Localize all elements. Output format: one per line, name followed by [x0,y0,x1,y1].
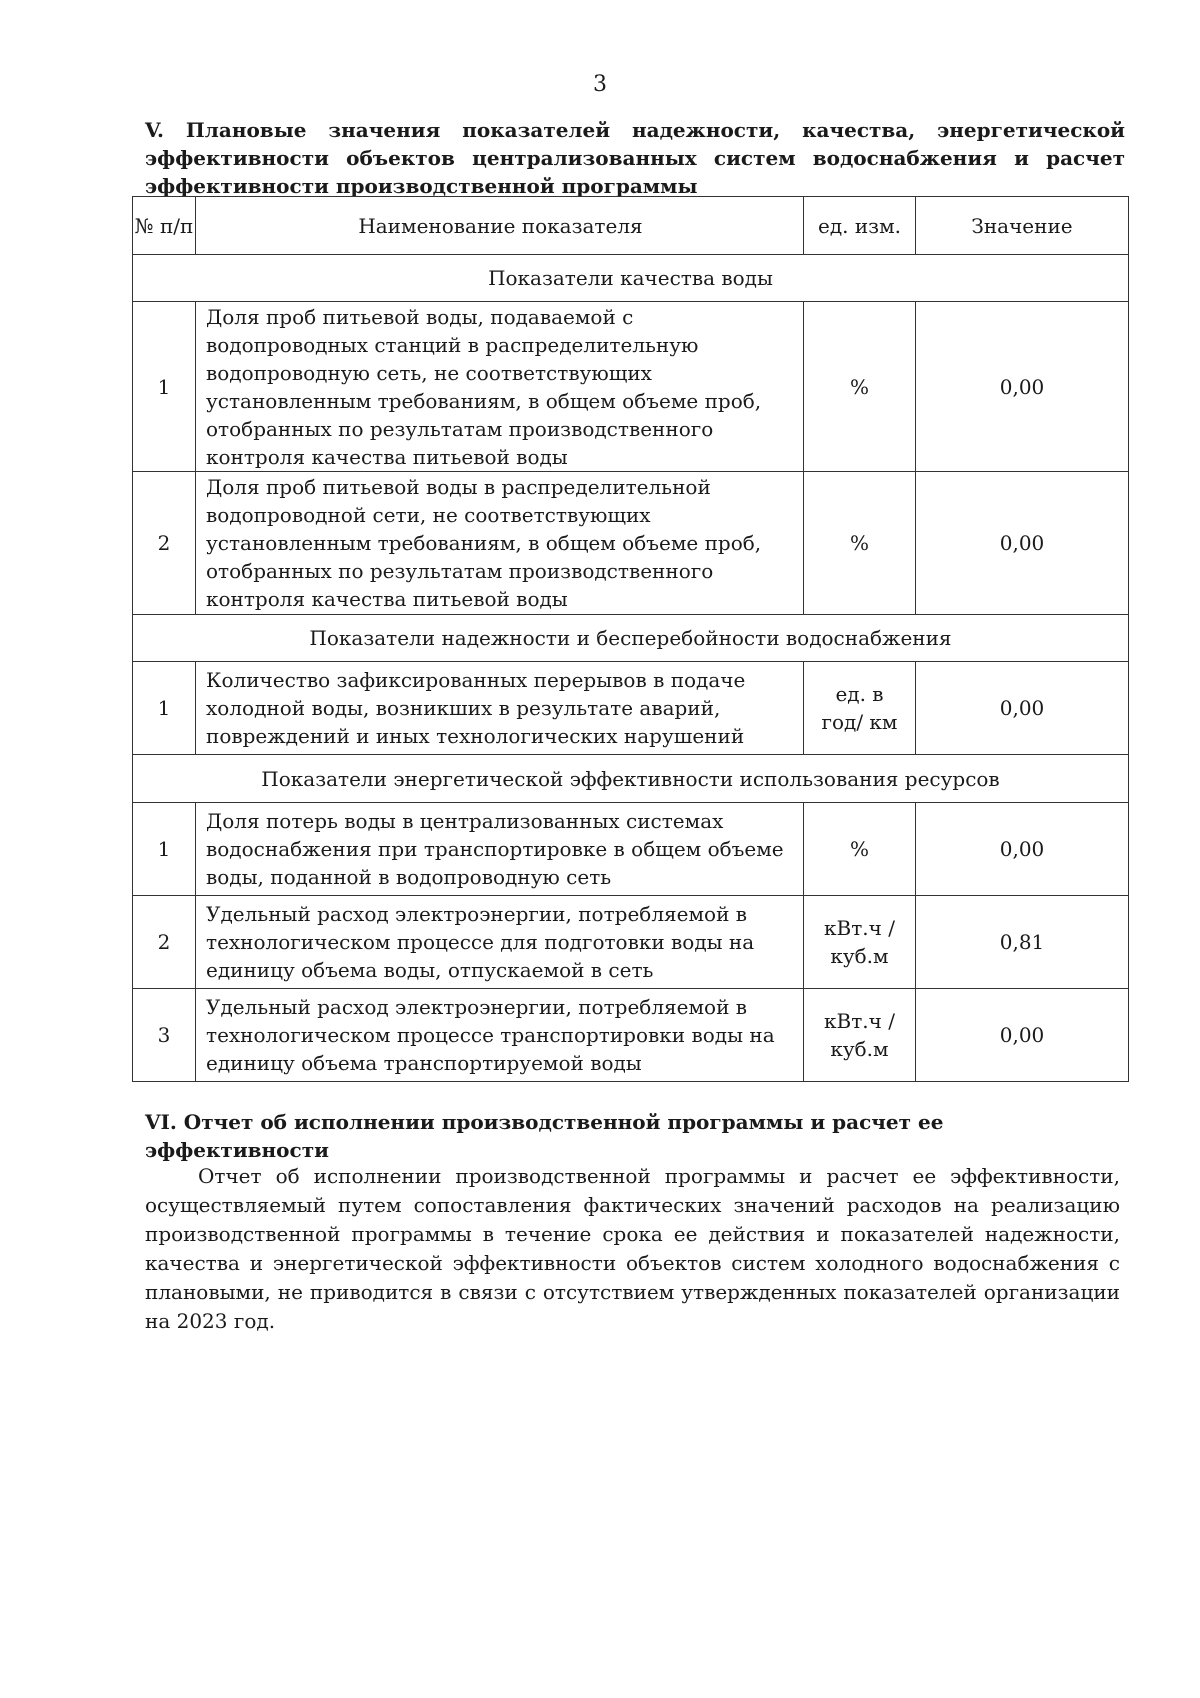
row-unit: % [804,803,916,896]
header-name: Наименование показателя [196,197,804,255]
group-row [133,615,1129,662]
row-unit: % [804,302,916,472]
group-row [133,755,1129,803]
table-row [133,662,1129,755]
section-5-title-line: эффективности объектов централизованных систем водоснабжения и расчет [145,146,1125,170]
section-6-title: VI. Отчет об исполнении производственной программы и расчет ее эффективности [145,1110,944,1162]
row-num: 1 [133,662,196,755]
section-5-title-line: V. Плановые значения показателей надежности, качества, энергетической [145,118,1125,142]
row-name: Удельный расход электроэнергии, потребляемой в технологическом процессе транспортировки воды на единицу объема транспортируемой воды [196,989,804,1082]
row-num: 3 [133,989,196,1082]
table-row [133,302,1129,472]
group-title: Показатели надежности и бесперебойности водоснабжения [133,615,1129,662]
row-name: Доля проб питьевой воды, подаваемой с водопроводных станций в распределительную водопроводную сеть, не соответствующих установленным требованиям, в общем объеме проб, отобранных по результатам производственного контроля качества питьевой воды [196,302,804,472]
section-6-paragraph: Отчет об исполнении производственной программы и расчет ее эффективности, осуществляемый путем сопоставления фактических значений расходов на реализацию производственной программы в течение срока ее действия и показателей надежности, качества и энергетической эффективности объектов систем холодного водоснабжения с плановыми, не приводится в связи с отсутствием утвержденных показателей организации на 2023 год. [145,1164,1120,1333]
row-value: 0,00 [916,803,1129,896]
row-value: 0,81 [916,896,1129,989]
row-unit: кВт.ч / куб.м [804,989,916,1082]
group-title: Показатели качества воды [133,255,1129,302]
section-5-title-line: эффективности производственной программы [145,174,698,198]
row-num: 1 [133,803,196,896]
group-row [133,255,1129,302]
row-unit: ед. в год/ км [804,662,916,755]
row-name: Доля потерь воды в централизованных системах водоснабжения при транспортировке в общем объеме воды, поданной в водопроводную сеть [196,803,804,896]
table-row [133,803,1129,896]
table-row [133,896,1129,989]
header-unit: ед. изм. [804,197,916,255]
row-name: Доля проб питьевой воды в распределительной водопроводной сети, не соответствующих установленным требованиям, в общем объеме проб, отобранных по результатам производственного контроля качества питьевой воды [196,472,804,615]
header-value: Значение [916,197,1129,255]
row-unit: % [804,472,916,615]
row-num: 2 [133,896,196,989]
group-title: Показатели энергетической эффективности использования ресурсов [133,755,1129,803]
row-value: 0,00 [916,662,1129,755]
row-name: Удельный расход электроэнергии, потребляемой в технологическом процессе для подготовки воды на единицу объема воды, отпускаемой в сеть [196,896,804,989]
table-row [133,989,1129,1082]
header-num: № п/п [133,197,196,255]
row-value: 0,00 [916,472,1129,615]
row-num: 2 [133,472,196,615]
row-value: 0,00 [916,302,1129,472]
row-unit: кВт.ч / куб.м [804,896,916,989]
row-num: 1 [133,302,196,472]
page-number: 3 [593,72,607,97]
table-row [133,472,1129,615]
indicators-table [132,196,1129,1082]
row-value: 0,00 [916,989,1129,1082]
section-5-title [145,116,1125,200]
table-header-row [133,197,1129,255]
row-name: Количество зафиксированных перерывов в подаче холодной воды, возникших в результате аварий, повреждений и иных технологических нарушений [196,662,804,755]
